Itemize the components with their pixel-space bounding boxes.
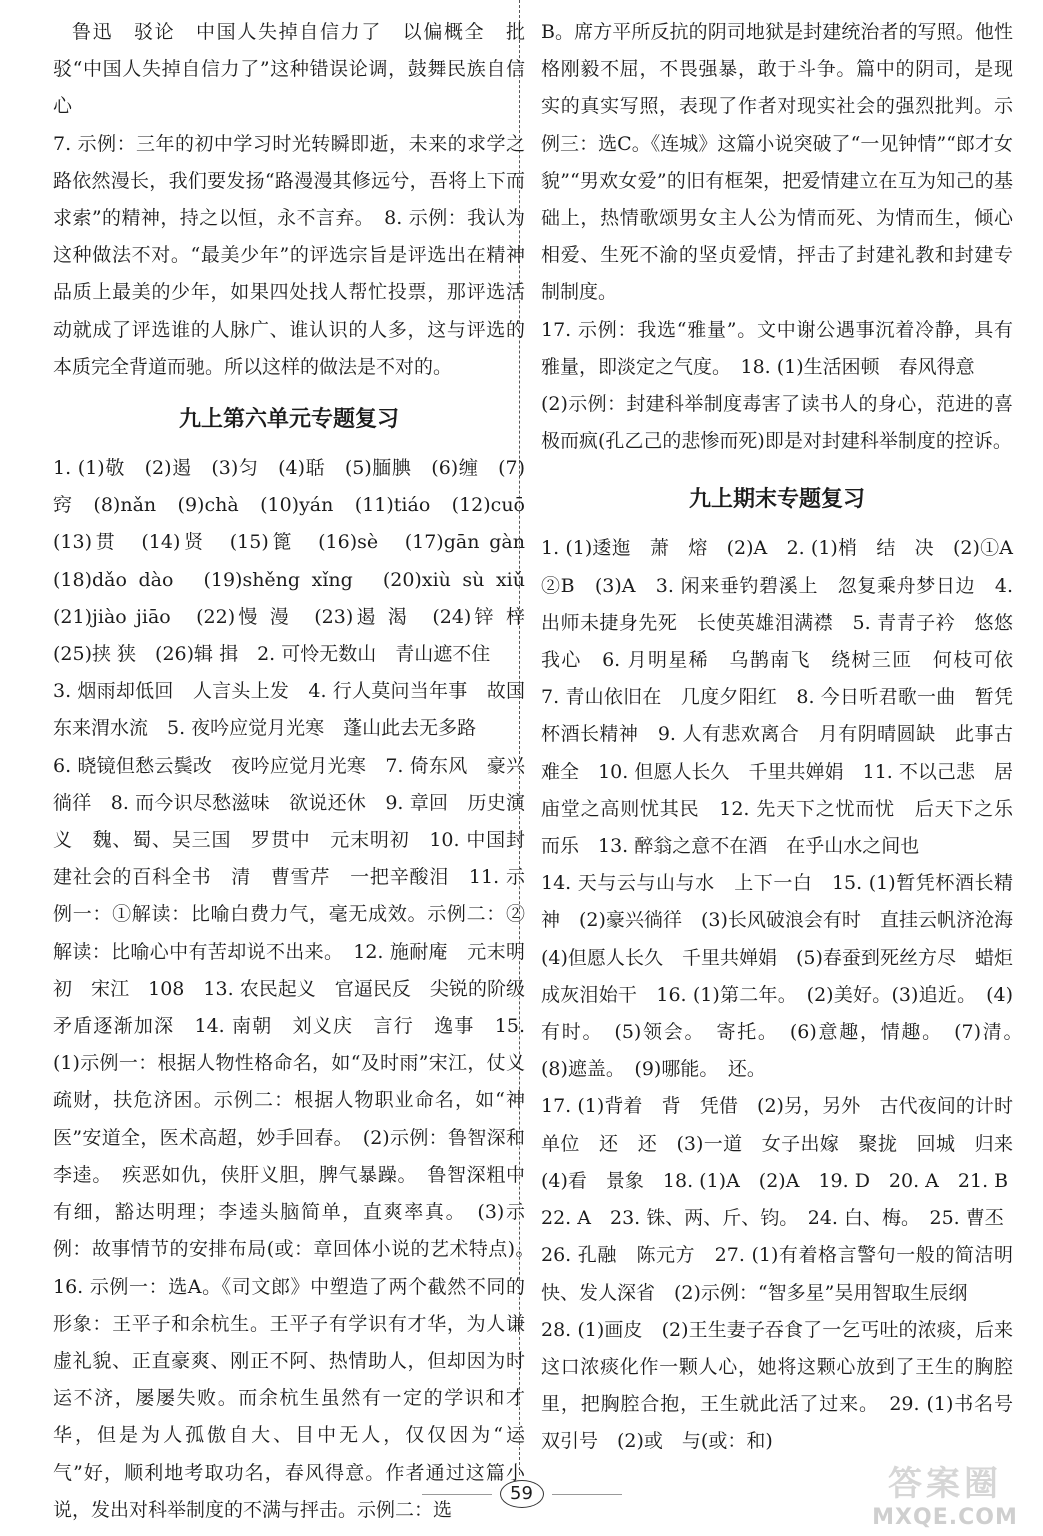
footer-rule-left [422,1494,492,1495]
answer-paragraph: 3. 烟雨却低回 人言头上发 4. 行人莫问当年事 故国东来渭水流 5. 夜吟应觉月光寒 蓬山此去无多路 [53,680,525,740]
answer-paragraph: B。席方平所反抗的阴司地狱是封建统治者的写照。他性格刚毅不屈，不畏强暴，敢于斗争。篇中的阴司，是现实的真实写照，表现了作者对现实社会的强烈批判。示例三：选C。《连城》这篇小说突破了“一见钟情”“郎才女貌”“男欢女爱”的旧有框架，把爱情建立在互为知己的基础上，热情歌颂男女主人公为情而死、为情而生，倾心相爱、生死不渝的坚贞爱情，抨击了封建礼教和封建专制制度。 [541,21,1013,304]
watermark-logo: 答案圈 [888,1464,1002,1504]
right-column [541,14,1033,1461]
answer-paragraph: 6. 晓镜但愁云鬓改 夜吟应觉月光寒 7. 倚东风 豪兴徜徉 8. 而今识尽愁滋味 欲说还休 9. 章回 历史演义 魏、蜀、吴三国 罗贯中 元末明初 10. 中国封建社会的百科全书 清 曹雪芹 一把辛酸泪 11. 示例一：①解读：比喻白费力气，毫无成效。示例二：②解读：比喻心中有苦却说不出来。 12. 施耐庵 元末明初 宋江 108 13. 农民起义 官逼民反 尖锐的阶级矛盾逐渐加深 14. 南朝 刘义庆 言行 逸事 15. (1)示例一：根据人物性格命名，如“及时雨”宋江，仗义疏财，扶危济困。示例二：根据人物职业命名，如“神医”安道全，医术高超，妙手回春。 (2)示例：鲁智深和李逵。 疾恶如仇，侠肝义胆，脾气暴躁。 鲁智深粗中有细，豁达明理；李逵头脑简单，直爽率真。 (3)示例：故事情节的安排布局(或：章回体小说的艺术特点)。 16. 示例一：选A。《司文郎》中塑造了两个截然不同的形象：王平子和余杭生。王平子有学识有才华，为人谦虚礼貌、正直豪爽、刚正不阿、热情助人，但却因为时运不济，屡屡失败。而余杭生虽然有一定的学识和才华，但是为人孤傲自大、目中无人，仅仅因为“运气”好，顺利地考取功名，春风得意。作者通过这篇小说，发出对科举制度的不满与抨击。示例二：选 [53,754,545,1521]
answer-paragraph: 17. 示例：我选“雅量”。文中谢公遇事沉着冷静，具有雅量，即淡定之气度。 18. (1)生活困顿 春风得意 [541,318,1013,378]
answer-paragraph: 鲁迅 驳论 中国人失掉自信力了 以偏概全 批驳“中国人失掉自信力了”这种错误论调，鼓舞民族自信心 [53,21,525,118]
answer-paragraph: 17. (1)背着 背 凭借 (2)另，另外 古代夜间的计时单位 还 还 (3)一道 女子出嫁 聚拢 回城 归来 (4)看 景象 18. (1)A (2)A 19. D 20. A 21. B [541,1095,1033,1192]
answer-paragraph: (2)示例：封建科举制度毒害了读书人的身心，范进的喜极而疯(孔乙己的悲惨而死)即是对封建科举制度的控诉。 [541,393,1013,453]
watermark-url: MXQE.COM [872,1505,1018,1530]
section-heading-unit6: 九上第六单元专题复习 [178,407,399,433]
answer-paragraph: 26. 孔融 陈元方 27. (1)有着格言警句一般的简洁明快、发人深省 (2)示例：“智多星”吴用智取生辰纲 [541,1244,1013,1304]
answer-paragraph: 28. (1)画皮 (2)王生妻子吞食了一乞丐吐的浓痰，后来这口浓痰化作一颗人心，她将这颗心放到了王生的胸腔里，把胸腔合抱，王生就此活了过来。 29. (1)书名号 双引号 (2)或 与(或：和) [541,1318,1033,1453]
section-heading-final: 九上期末专题复习 [688,487,865,513]
answer-paragraph: 22. A 23. 铢、两、斤、钧。 24. 白、梅。 25. 曹丕 [541,1207,1004,1230]
left-column [53,14,545,1529]
answer-paragraph: 1. (1)逶迤 萧 熔 (2)A 2. (1)梢 结 决 (2)①A ②B (3)A 3. 闲来垂钓碧溪上 忽复乘舟梦日边 4. 出师未捷身先死 长使英雄泪满襟 5. 青青子衿 悠悠我心 6. 月明星稀 乌鹊南飞 绕树三匝 何枝可依 7. 青山依旧在 几度夕阳红 8. 今日听君歌一曲 暂凭杯酒长精神 9. 人有悲欢离合 月有阴晴圆缺 此事古难全 10. 但愿人长久 千里共婵娟 11. 不以己悲 居庙堂之高则忧其民 12. 先天下之忧而忧 后天下之乐而乐 13. 醉翁之意不在酒 在乎山水之间也 [541,537,1033,858]
footer-rule-right [552,1494,622,1495]
answer-paragraph: 1. (1)敬 (2)遏 (3)匀 (4)聒 (5)腼腆 (6)缠 (7)窍 (8)nǎn (9)chà (10)yán (11)tiáo (12)cuō (13)贯 (14)贤 (15)篦 (16)sè (17)gān gàn (18)dǎo dào (19)shěng xǐng (20)xiù sù xiǔ (21)jiào jiāo (22)慢 漫 (23)遏 渴 (24)锌 梓 (25)挟 狭 (26)辑 揖 2. 可怜无数山 青山遮不住 [53,457,545,666]
answer-paragraph: 14. 天与云与山与水 上下一白 15. (1)暂凭杯酒长精神 (2)豪兴徜徉 (3)长风破浪会有时 直挂云帆济沧海 (4)但愿人长久 千里共婵娟 (5)春蚕到死丝方尽 蜡炬成灰泪始干 16. (1)第二年。 (2)美好。(3)追近。 (4)有时。 (5)领会。 寄托。 (6)意趣，情趣。 (7)清。 (8)遮盖。 (9)哪能。 还。 [541,872,1033,1081]
watermark [865,1456,1025,1530]
page-number: 59 [500,1480,544,1508]
answer-paragraph: 7. 示例：三年的初中学习时光转瞬即逝，未来的求学之路依然漫长，我们要发扬“路漫漫其修远兮，吾将上下而求索”的精神，持之以恒，永不言弃。 8. 示例：我认为这种做法不对。“最美少年”的评选宗旨是评选出在精神品质上最美的少年，如果四处找人帮忙投票，那评选活动就成了评选谁的人脉广、谁认识的人多，这与评选的本质完全背道而驰。所以这样的做法是不对的。 [53,132,525,378]
